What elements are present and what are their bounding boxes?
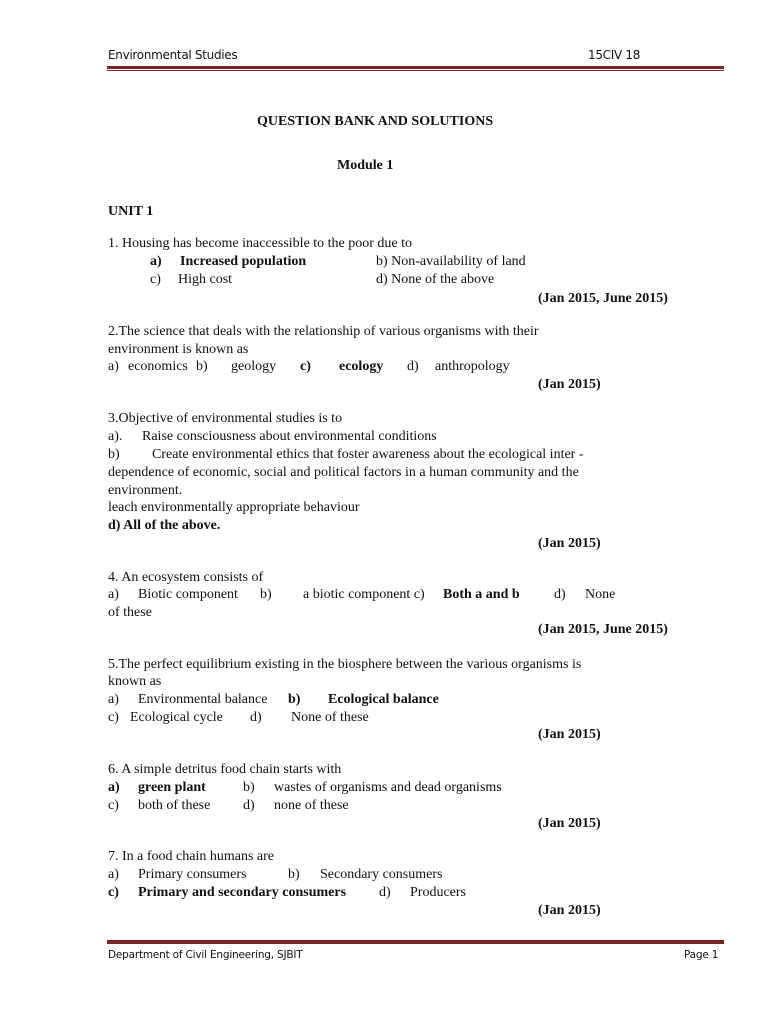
option-a-answer: green plant <box>138 780 206 795</box>
option-d: Producers <box>410 885 466 900</box>
option-c: leach environmentally appropriate behaviour <box>108 500 360 515</box>
option-d-marker: d) <box>250 710 262 725</box>
option-c-answer: Both a and b <box>443 587 520 602</box>
option-a: Raise consciousness about environmental conditions <box>142 429 437 444</box>
option-b-marker: b) <box>243 780 255 795</box>
header-course-code: 15CIV 18 <box>588 48 641 62</box>
footer-department: Department of Civil Engineering, SJBIT <box>108 949 303 961</box>
option-b-marker: b) <box>108 447 120 462</box>
question-source: (Jan 2015) <box>538 727 601 742</box>
question-stem: 3.Objective of environmental studies is to <box>108 411 343 426</box>
option-c-answer: Primary and secondary consumers <box>138 885 347 900</box>
question-stem: 4. An ecosystem consists of <box>108 570 264 585</box>
question-stem: 5.The perfect equilibrium existing in the biosphere between the various organisms is <box>108 657 582 672</box>
question-source: (Jan 2015) <box>538 903 601 918</box>
option-a-marker: a) <box>108 780 120 795</box>
option-a-answer: Increased population <box>180 254 307 269</box>
unit-heading: UNIT 1 <box>108 204 154 219</box>
header-subject: Environmental Studies <box>108 48 238 62</box>
option-d-answer: d) All of the above. <box>108 518 221 533</box>
header-rule <box>107 66 724 71</box>
question-stem: 7. In a food chain humans are <box>108 849 274 864</box>
option-c-marker: c) <box>150 272 161 287</box>
option-c-marker: c) <box>108 885 119 900</box>
option-c-answer: ecology <box>339 359 384 374</box>
question-stem-continued: environment is known as <box>108 342 249 357</box>
option-b-continued: environment. <box>108 483 183 498</box>
option-d: anthropology <box>435 359 510 374</box>
option-b-marker: b) <box>260 587 272 602</box>
option-d-continued: of these <box>108 605 152 620</box>
option-b-marker: b) <box>288 692 301 707</box>
document-title: QUESTION BANK AND SOLUTIONS <box>257 114 494 129</box>
option-c: High cost <box>178 272 233 287</box>
option-a-marker: a) <box>108 587 119 602</box>
option-b: a biotic component c) <box>303 587 425 602</box>
question-source: (Jan 2015) <box>538 377 601 392</box>
question-stem: 2.The science that deals with the relationship of various organisms with their <box>108 324 539 339</box>
module-heading: Module 1 <box>337 158 394 173</box>
question-stem: 6. A simple detritus food chain starts with <box>108 762 342 777</box>
option-c-marker: c) <box>108 710 119 725</box>
option-a: Biotic component <box>138 587 238 602</box>
question-stem: 1. Housing has become inaccessible to the poor due to <box>108 236 413 251</box>
option-a: economics <box>128 359 188 374</box>
question-source: (Jan 2015) <box>538 536 601 551</box>
option-b: Create environmental ethics that foster awareness about the ecological inter - <box>152 447 584 462</box>
option-b: b) Non-availability of land <box>376 254 526 269</box>
option-d-marker: d) <box>243 798 255 813</box>
question-source: (Jan 2015) <box>538 816 601 831</box>
option-d: None <box>585 587 616 602</box>
option-d-marker: d) <box>379 885 391 900</box>
option-a-marker: a). <box>108 429 123 444</box>
option-c-marker: c) <box>300 359 311 374</box>
option-b-answer: Ecological balance <box>328 692 439 707</box>
option-a: Primary consumers <box>138 867 247 882</box>
option-d-marker: d) <box>554 587 566 602</box>
option-b: Secondary consumers <box>320 867 443 882</box>
option-c: Ecological cycle <box>130 710 223 725</box>
question-source: (Jan 2015, June 2015) <box>538 622 668 637</box>
option-b: wastes of organisms and dead organisms <box>274 780 502 795</box>
option-a-marker: a) <box>150 254 162 269</box>
option-b-marker: b) <box>288 867 300 882</box>
option-a: Environmental balance <box>138 692 268 707</box>
option-a-marker: a) <box>108 867 119 882</box>
page-number: Page 1 <box>684 949 719 961</box>
option-c: both of these <box>138 798 211 813</box>
option-d-marker: d) <box>407 359 419 374</box>
question-source: (Jan 2015, June 2015) <box>538 291 668 306</box>
option-a-marker: a) <box>108 359 119 374</box>
option-d: none of these <box>274 798 349 813</box>
option-b: geology <box>231 359 277 374</box>
option-c-marker: c) <box>108 798 119 813</box>
question-stem-continued: known as <box>108 674 162 689</box>
option-b-continued: dependence of economic, social and political factors in a human community and the <box>108 465 579 480</box>
footer-rule <box>107 939 724 944</box>
option-b-marker: b) <box>196 359 208 374</box>
option-a-marker: a) <box>108 692 119 707</box>
option-d: None of these <box>291 710 369 725</box>
option-d: d) None of the above <box>376 272 495 287</box>
